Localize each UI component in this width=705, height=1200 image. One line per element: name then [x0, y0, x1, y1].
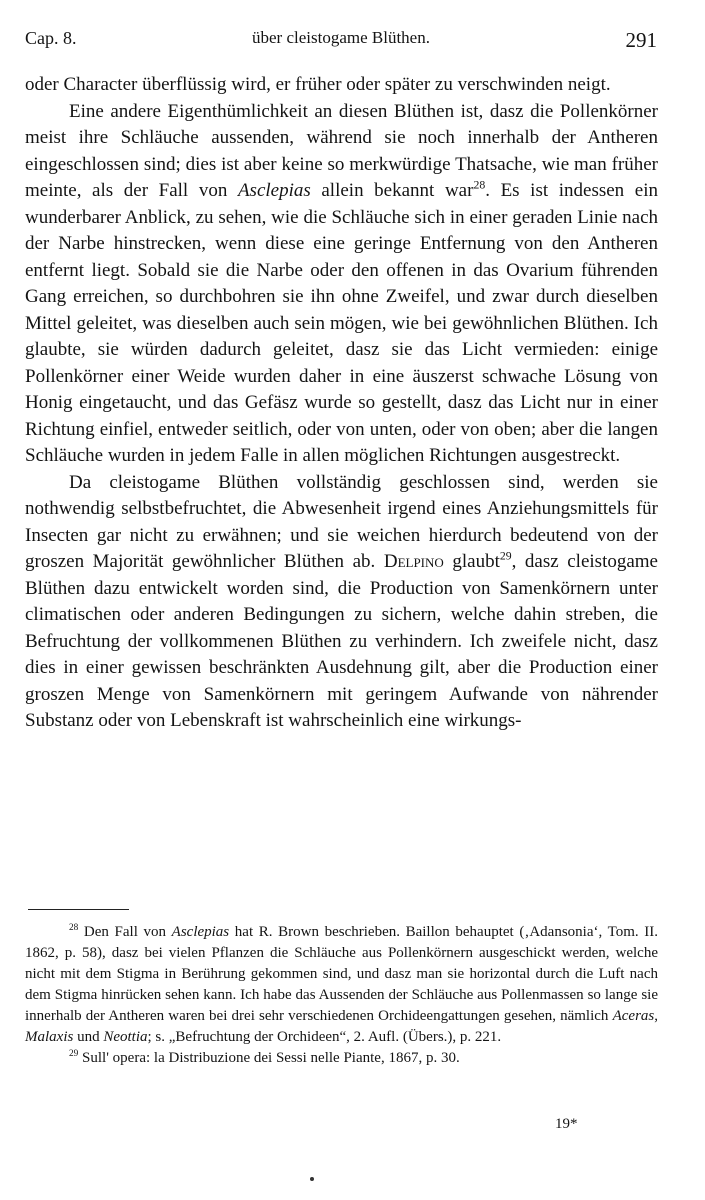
footnote-29: $^{29}$ Sull' opera: la Distribuzione dei Sessi nelle Piante, 1867, p. 30.: [69, 1049, 460, 1066]
main-text: [25, 72, 658, 735]
footnote-rule: [28, 909, 129, 910]
paragraph-3: Da cleistogame Blüthen vollständig geschlossen sind, werden sie nothwendig selbstbefruchtet, die Abwesenheit irgend eines Anziehungsmittels für Insecten gar nicht zu erwähnen; und sie weichen hierdurch bedeutend von der groszen Majorität gewöhnlicher Blüthen ab. Delpino glaubt$^{29}$, dasz cleistogame Blüthen dazu entwickelt worden sind, die Production von Samenkörnern unter climatischen oder anderen Bedingungen zu sichern, welche dahin streben, die Befruchtung der vollkommenen Blüthen zu verhindern. Ich zweifele nicht, dasz dies in einer gewissen beschränkten Ausdehnung gilt, aber die Production einer groszen Menge von Samenkörnern mit geringem Aufwande von nährender Substanz oder von Lebenskraft ist wahrscheinlich eine wirkungs-: [25, 471, 658, 731]
footnote-ref-28: 28: [473, 178, 486, 192]
paragraph-2: Eine andere Eigenthümlichkeit an diesen Blüthen ist, dasz die Pollenkörner meist ihre Schläuche aussenden, während sie noch innerhalb der Antheren eingeschlossen sind; dies ist aber keine so merkwürdige Thatsache, wie man früher meinte, als der Fall von Asclepias allein bekannt war$^{28}$. Es ist indessen ein wunderbarer Anblick, zu sehen, wie die Schläuche sich in einer geraden Linie nach der Narbe hinstrecken, wenn diese eine geringe Entfernung von den Antheren entfernt liegt. Sobald sie die Narbe oder den offenen in das Ovarium führenden Gang erreichen, so durchbohren sie ihn ohne Zweifel, und zwar durch dieselben Mittel geleitet, was dieselben auch sein mögen, wie bei gewöhnlichen Blüthen. Ich glaubte, sie würden dadurch geleitet, dasz sie das Licht vermieden: einige Pollenkörner einer Weide wurden daher in eine äuszerst schwache Lösung von Honig eingetaucht, und das Gefäsz wurde so gestellt, dasz das Licht nur in einer Richtung einfiel, entweder seitlich, oder von unten, oder von oben; aber die langen Schläuche wurden in jedem Falle in allen möglichen Richtungen ausgestreckt.: [25, 100, 658, 466]
chapter-label: Cap. 8.: [25, 28, 77, 48]
paragraph-1: oder Character überflüssig wird, er früher oder später zu verschwinden neigt.: [25, 74, 611, 95]
author-delpino: Delpino: [383, 551, 444, 572]
page-number: 291: [625, 28, 657, 52]
page-header: [25, 28, 657, 56]
footnotes: [25, 922, 658, 1069]
footnote-ref-29: 29: [499, 549, 512, 563]
print-dot: [310, 1177, 314, 1181]
taxon-asclepias: Asclepias: [237, 180, 311, 201]
footnote-28: $^{28}$ Den Fall von Asclepias hat R. Brown beschrieben. Baillon behauptet (‚Adansonia‘, Tom. II. 1862, p. 58), dasz bei vielen Pflanzen die Schläuche aus Pollenkörnern ausgeschickt werden, welche nicht mit dem Stigma in Berührung gekommen sind, und dasz man sie horizontal durch die Luft nach dem Stigma hinrücken sehen kann. Ich habe das Aussenden der Schläuche aus Pollenmassen so lange sie innerhalb der Antheren waren bei drei sehr verschiedenen Orchideengattungen gesehen, nämlich Aceras, Malaxis und Neottia; s. „Befruchtung der Orchideen“, 2. Aufl. (Übers.), p. 221.: [25, 923, 658, 1045]
signature-mark: 19*: [555, 1116, 578, 1132]
running-title: über cleistogame Blüthen.: [252, 28, 430, 47]
